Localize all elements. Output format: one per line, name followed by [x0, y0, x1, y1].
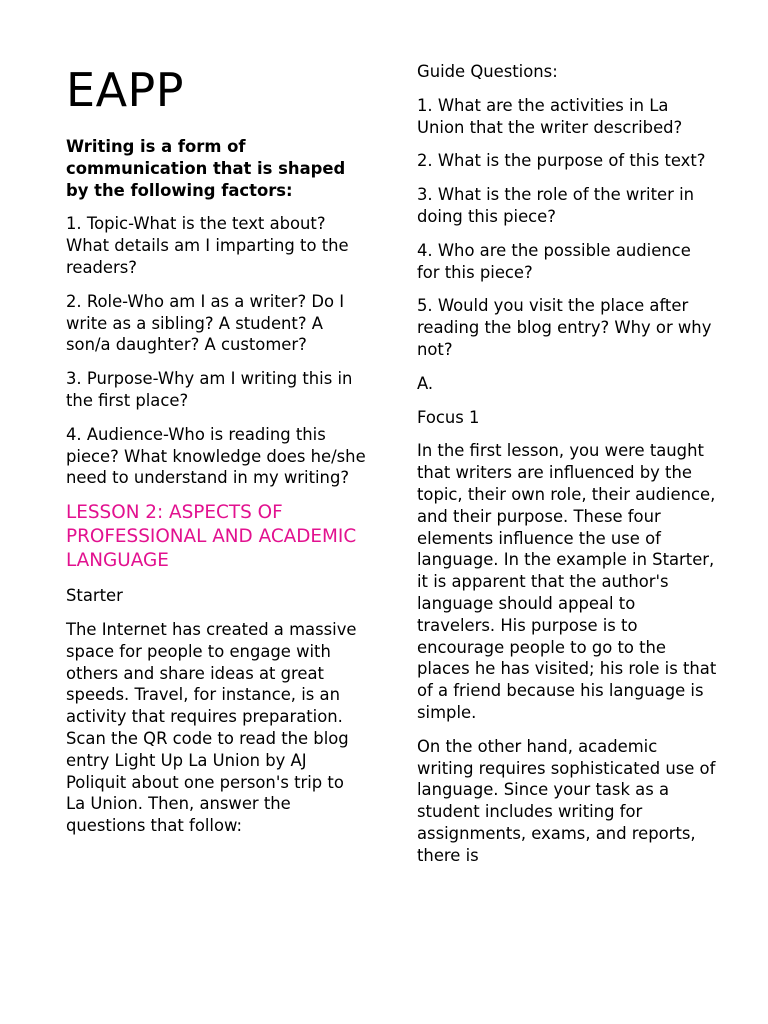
- focus-paragraph-1: In the first lesson, you were taught that writers are influenced by the topic, their own role, their audience, and their purpose. These four elements influence the use of language. In the example in Starter, it is apparent that the author's language should appeal to travelers. His purpose is to encourage people to go to the places he has visited; his role is that of a friend because his language is simple.: [417, 441, 717, 722]
- guide-question-2: 2. What is the purpose of this text?: [417, 151, 706, 171]
- section-a-label: A.: [417, 373, 434, 393]
- guide-question-3: 3. What is the role of the writer in doing this piece?: [417, 185, 695, 226]
- factor-role: 2. Role-Who am I as a writer? Do I write as a sibling? A student? A son/a daughter? A customer?: [66, 291, 345, 355]
- starter-paragraph: The Internet has created a massive space for people to engage with others and share ideas at great speeds. Travel, for instance, is an activity that requires preparation. Scan the QR code to read the blog entry Light Up La Union by AJ Poliquit about one person's trip to La Union. Then, answer the questions that follow:: [66, 619, 357, 836]
- factor-purpose: 3. Purpose-Why am I writing this in the first place?: [66, 369, 353, 410]
- lesson-heading: LESSON 2: ASPECTS OF PROFESSIONAL AND ACADEMIC LANGUAGE: [66, 502, 357, 572]
- focus-label: Focus 1: [417, 407, 480, 427]
- guide-questions-label: Guide Questions:: [417, 62, 558, 81]
- right-text-flow: [417, 61, 717, 879]
- factor-audience: 4. Audience-Who is reading this piece? What knowledge does he/she need to understand in my writing?: [66, 424, 366, 488]
- focus-paragraph-2: On the other hand, academic writing requires sophisticated use of language. Since your task as a student includes writing for assignments, exams, and reports, there is: [417, 736, 716, 865]
- left-text-flow: [66, 136, 366, 849]
- page-title: EAPP: [66, 63, 185, 117]
- guide-question-1: 1. What are the activities in La Union that the writer described?: [417, 95, 683, 137]
- starter-label: Starter: [66, 586, 123, 606]
- guide-question-5: 5. Would you visit the place after reading the blog entry? Why or why not?: [417, 296, 712, 359]
- factor-topic: 1. Topic-What is the text about? What details am I imparting to the readers?: [66, 214, 349, 277]
- guide-question-4: 4. Who are the possible audience for this piece?: [417, 240, 691, 282]
- intro-paragraph: Writing is a form of communication that is shaped by the following factors:: [66, 137, 346, 200]
